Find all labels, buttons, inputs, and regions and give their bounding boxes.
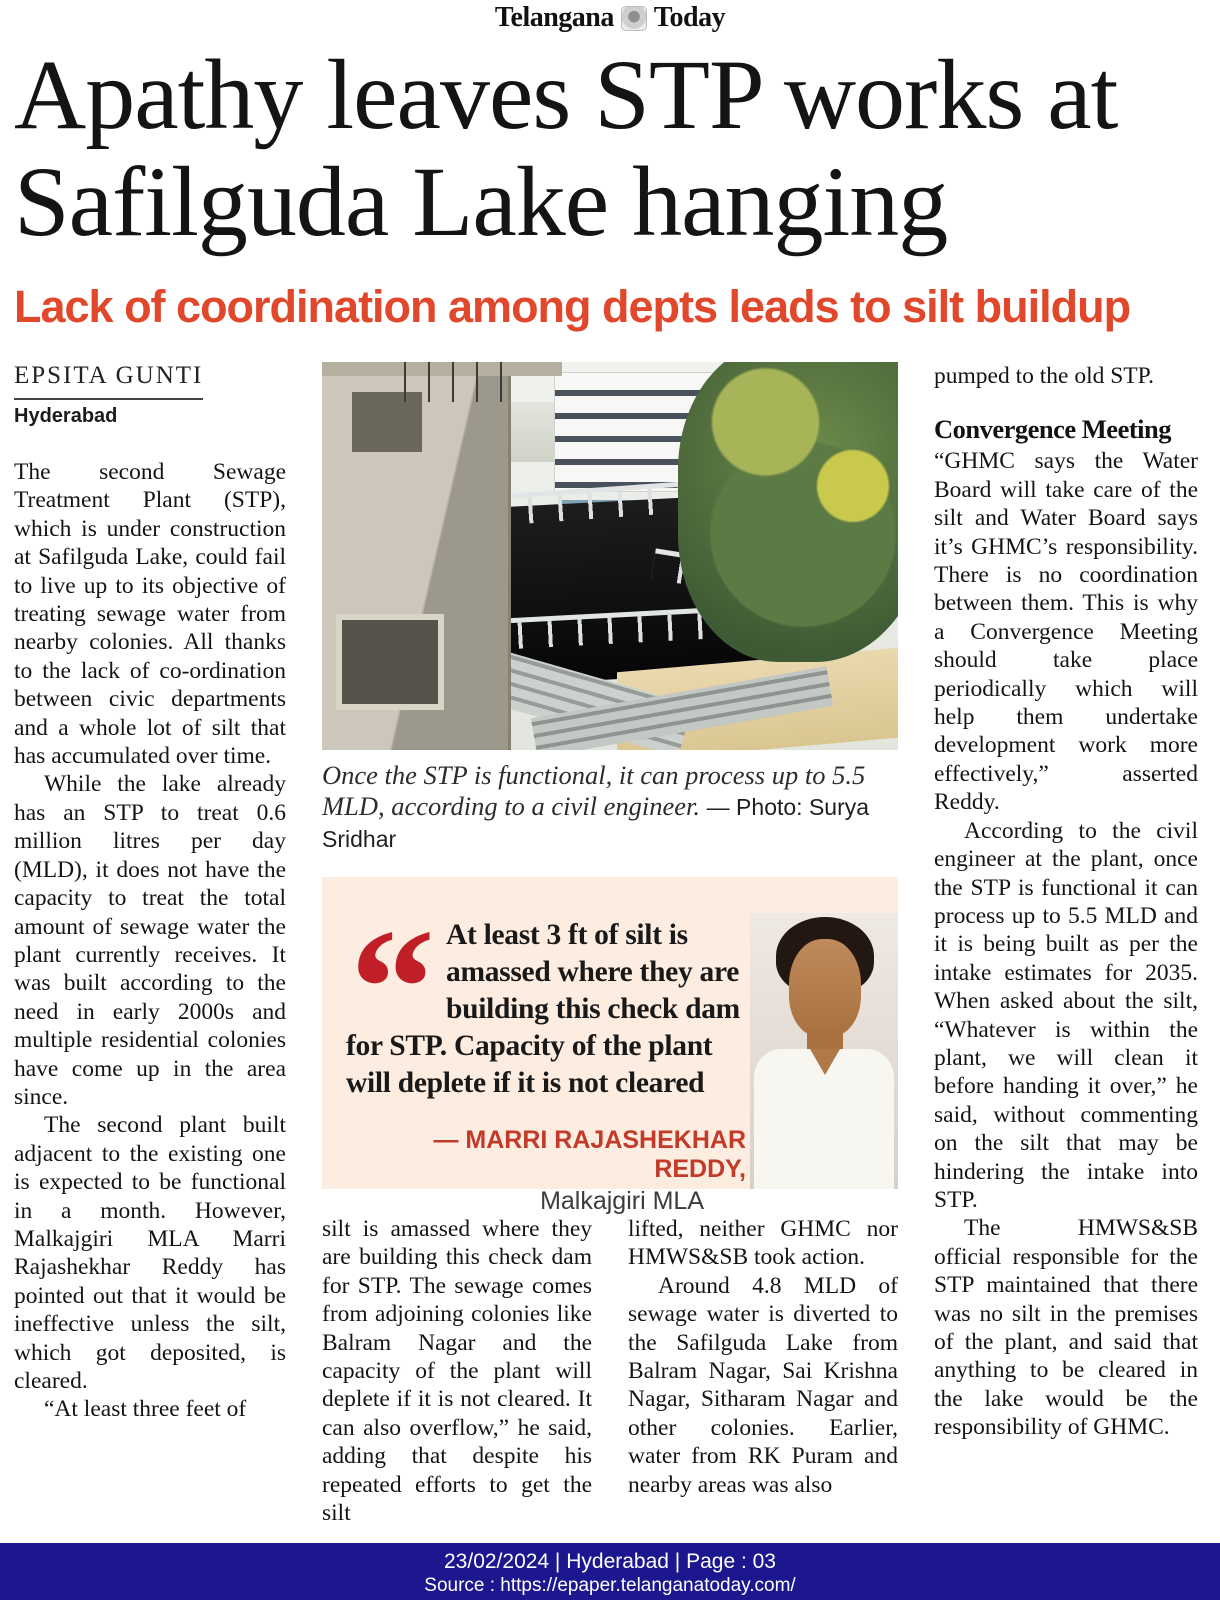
footer-bar (0, 1543, 1220, 1600)
footer-date-page: 23/02/2024 | Hyderabad | Page : 03 (444, 1550, 776, 1573)
headline-line-2: Safilguda Lake hanging (14, 146, 948, 257)
pull-quote-box (322, 877, 898, 1215)
mla-portrait (750, 913, 898, 1189)
paragraph: Around 4.8 MLD of sewage water is diverted to the Safilguda Lake from Balram Nagar, Sai Krishna Nagar, Sitharam Nagar and other colonies. Earlier, water from RK Puram and nearby areas was also (628, 1272, 898, 1498)
portrait-face (789, 939, 861, 1037)
article-subheadline: Lack of coordination among depts leads to silt buildup (14, 281, 1131, 332)
paragraph: pumped to the old STP. (934, 363, 1154, 389)
paragraph: “GHMC says the Water Board will take care of the silt and Water Board says it’s GHMC’s responsibility. There is no coordination between them. This is why a Convergence Meeting should take place periodically which will help them undertake development work more effectively,” asserted Reddy. (934, 448, 1198, 816)
headline-line-1: Apathy leaves STP works at (14, 39, 1118, 150)
column-4 (934, 362, 1198, 1527)
paragraph: lifted, neither GHMC nor HMWS&SB took action. (628, 1216, 898, 1271)
paragraph: The second plant built adjacent to the existing one is expected to be functional in a month. However, Malkajgiri MLA Marri Rajashekhar Reddy has pointed out that it would be ineffective unless the silt, which got deposited, is cleared. (14, 1112, 286, 1394)
column-2 (322, 1215, 592, 1527)
masthead-title-left: Telangana (494, 2, 614, 33)
byline (14, 362, 286, 428)
paragraph: “At least three feet of (44, 1396, 247, 1423)
masthead-title-right: Today (653, 2, 726, 33)
paragraph: The second Sewage Treatment Plant (STP), which is under construction at Safilguda Lake, could fail to live up to its objective of treating sewage water from nearby colonies. All thanks to the lack of co-ordination between civic departments and a whole lot of silt that has accumulated over time. (14, 459, 286, 770)
section-subhead: Convergence Meeting (934, 414, 1172, 445)
column-3 (628, 1215, 898, 1527)
byline-location: Hyderabad (14, 405, 118, 427)
article-headline (14, 41, 1210, 255)
middle-text-columns (322, 1215, 898, 1527)
pull-quote-role: Malkajgiri MLA (540, 1187, 704, 1215)
stp-construction-photo (322, 362, 898, 750)
photo-credit: — Photo: Surya Sridhar (322, 794, 870, 852)
paragraph: While the lake already has an STP to treat 0.6 million litres per day (MLD), it does not have the capacity to treat the total amount of sewage water the plant currently receives. It was built according to the need in early 2000s and multiple residential colonies have come up in the area since. (14, 771, 286, 1110)
pull-quote-text: At least 3 ft of silt is amassed where they are building this check dam for STP. Capacity of the plant will deplete if it is not cleared (346, 919, 740, 1099)
photo-caption-text: Once the STP is functional, it can process up to 5.5 MLD, according to a civil engineer. (322, 760, 866, 821)
paragraph: According to the civil engineer at the plant, once the STP is functional it can process up to 5.5 MLD and it is being built as per the intake estimates for 2035. When asked about the silt, “Whatever is within the plant, we will clean it before handing it over,” he said, without commenting on the silt that may be hindering the intake into STP. (934, 817, 1198, 1213)
masthead (0, 0, 1220, 33)
pull-quote-attribution: — MARRI RAJASHEKHAR REDDY, (433, 1126, 746, 1183)
column-middle (322, 362, 898, 1527)
footer-source: Source : https://epaper.telanganatoday.com/ (424, 1575, 796, 1596)
photo-rebar (382, 362, 502, 402)
photo-caption (322, 760, 898, 855)
photo-concrete-window (336, 614, 444, 710)
paragraph: The HMWS&SB official responsible for the STP maintained that there was no silt in the premises of the plant, and said that anything to be cleared in the lake would be the responsibility of GHMC. (934, 1215, 1198, 1441)
byline-author: EPSITA GUNTI (14, 362, 203, 400)
paragraph: silt is amassed where they are building this check dam for STP. The sewage comes from adjoining colonies like Balram Nagar and the capacity of the plant will deplete if it is not cleared. It can also overflow,” he said, adding that despite his repeated efforts to get the silt (322, 1216, 592, 1527)
masthead-emblem-icon (621, 6, 647, 31)
column-1 (14, 362, 286, 1527)
article-body (14, 362, 1206, 1527)
quote-mark-icon: “ (350, 894, 435, 1082)
photo-right-trees (678, 362, 898, 662)
